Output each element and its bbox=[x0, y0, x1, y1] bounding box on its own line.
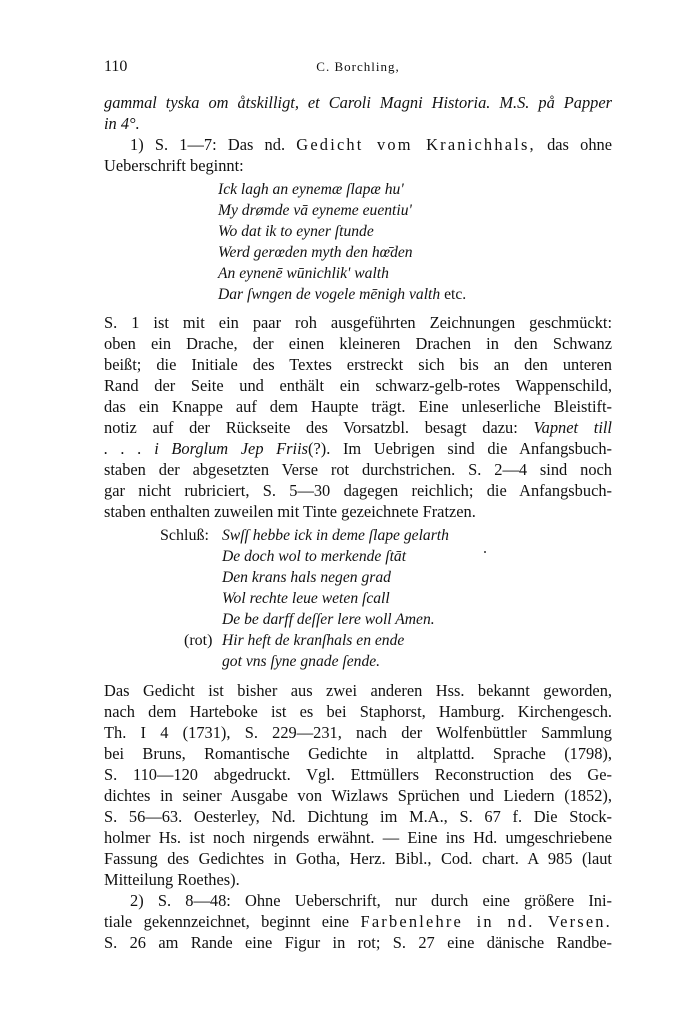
para1-line-9: gar nicht rubriciert, S. 5—30 dagegen reichlich; die Anfangsbuch- bbox=[104, 481, 612, 500]
item1-lead: 1) S. 1—7: Das nd. bbox=[130, 135, 286, 154]
item2-line-1: 2) S. 8—48: Ohne Ueberschrift, nur durch eine größere Ini- bbox=[130, 891, 612, 910]
item2-line-2 bbox=[104, 911, 612, 932]
para1-line-6 bbox=[104, 417, 612, 438]
intro-line-1: gammal tyska om åtskilligt, et Caroli Magni Historia. M.S. på Papper bbox=[104, 93, 612, 112]
para2-line-10: Mitteilung Roethes). bbox=[104, 870, 240, 889]
page-number: 110 bbox=[104, 58, 128, 75]
item2-line-2-lead: tiale gekennzeichnet, beginnt eine bbox=[104, 912, 350, 931]
closing-verse-2: De doch wol to merkende ſtāt bbox=[222, 548, 407, 565]
opening-verse-4: Werd gerœden myth den hœ̄den bbox=[218, 244, 413, 261]
closing-verse-4: Wol rechte leue weten ſcall bbox=[222, 590, 390, 607]
para1-line-5: das ein Knappe auf dem Haupte trägt. Eine unleserliche Bleistift- bbox=[104, 397, 612, 416]
item2-line-3: S. 26 am Rande eine Figur in rot; S. 27 eine dänische Randbe- bbox=[104, 933, 612, 952]
para2-line-2: nach dem Harteboke ist es bei Staphorst, Hamburg. Kirchengesch. bbox=[104, 702, 612, 721]
opening-verse-1: Ick lagh an eynemæ ſlapæ hu' bbox=[218, 181, 404, 198]
para1-line-10: staben enthalten zuweilen mit Tinte gezeichnete Fratzen. bbox=[104, 502, 476, 521]
opening-verse-6 bbox=[218, 284, 466, 305]
item2-title: Farbenlehre in nd. Versen. bbox=[360, 912, 612, 931]
closing-verse-5: De be darff deſſer lere woll Amen. bbox=[222, 611, 435, 628]
schluss-label: Schluß: bbox=[160, 527, 209, 544]
item1-line-2: Ueberschrift beginnt: bbox=[104, 156, 244, 175]
para1-line-4: Rand der Seite und enthält ein schwarz-gelb-rotes Wappenschild, bbox=[104, 376, 612, 395]
opening-etc: etc. bbox=[444, 286, 467, 303]
closing-verse-1: Swſſ hebbe ick in deme ſlape gelarth bbox=[222, 527, 449, 544]
borglum-query: (?). bbox=[308, 439, 331, 458]
para2-line-7: S. 56—63. Oesterley, Nd. Dichtung im M.A., S. 67 f. Die Stock- bbox=[104, 807, 612, 826]
para1-line-7 bbox=[104, 438, 612, 459]
borglum-quote: . . . i Borglum Jep Friis bbox=[104, 439, 309, 458]
closing-verse-6: Hir heft de kranſhals en ende bbox=[222, 632, 405, 649]
para2-line-6: dichtes in seiner Ausgabe von Wizlaws Sprüchen und Liedern (1852), bbox=[104, 786, 612, 805]
closing-verse-3: Den krans hals negen grad bbox=[222, 569, 391, 586]
opening-verse-3: Wo dat ik to eyner ſtunde bbox=[218, 223, 374, 240]
vapnet-quote: Vapnet till bbox=[533, 418, 612, 437]
ink-speck bbox=[484, 551, 486, 553]
item1-line-1 bbox=[130, 134, 612, 155]
opening-verse-2: My drømde vā eyneme euentiu' bbox=[218, 202, 412, 219]
para1-line-8: staben der abgesetzten Verse rot durchstrichen. S. 2—4 sind noch bbox=[104, 460, 612, 479]
closing-verse-7: got vns ſyne gnade ſende. bbox=[222, 653, 381, 670]
para2-line-5: S. 110—120 abgedruckt. Vgl. Ettmüllers Reconstruction des Ge- bbox=[104, 765, 612, 784]
intro-line-2: in 4°. bbox=[104, 114, 140, 133]
para1-line-6-text: notiz auf der Rückseite des Vorsatzbl. besagt dazu: bbox=[104, 418, 518, 437]
para1-line-2: oben ein Drache, der einen kleineren Drachen in den Schwanz bbox=[104, 334, 612, 353]
page-header bbox=[104, 58, 612, 80]
opening-verse-6-text: Dar ſwngen de vogele mēnigh valth bbox=[218, 286, 441, 303]
para2-line-3: Th. I 4 (1731), S. 229—231, nach der Wolfenbüttler Sammlung bbox=[104, 723, 612, 742]
para1-line-1: S. 1 ist mit ein paar roh ausgeführten Zeichnungen geschmückt: bbox=[104, 313, 612, 332]
para2-line-8: holmer Hs. ist noch nirgends erwähnt. — Eine ins Hd. umgeschriebene bbox=[104, 828, 612, 847]
running-head: C. Borchling, bbox=[316, 59, 400, 74]
para2-line-9: Fassung des Gedichtes in Gotha, Herz. Bibl., Cod. chart. A 985 (laut bbox=[104, 849, 612, 868]
borglum-rest: Im Uebrigen sind die Anfangsbuch- bbox=[342, 439, 612, 458]
para2-line-4: bei Bruns, Romantische Gedichte in altplattd. Sprache (1798), bbox=[104, 744, 612, 763]
opening-verse-5: An eynenē wūnichlik' walth bbox=[218, 265, 389, 282]
para1-line-3: beißt; die Initiale des Textes erstreckt sich bis an den unteren bbox=[104, 355, 612, 374]
item1-lead-rest: das ohne bbox=[547, 135, 612, 154]
para2-line-1: Das Gedicht ist bisher aus zwei anderen Hss. bekannt geworden, bbox=[104, 681, 612, 700]
rot-label: (rot) bbox=[184, 632, 213, 649]
item1-title: Gedicht vom Kranichhals, bbox=[296, 135, 536, 154]
